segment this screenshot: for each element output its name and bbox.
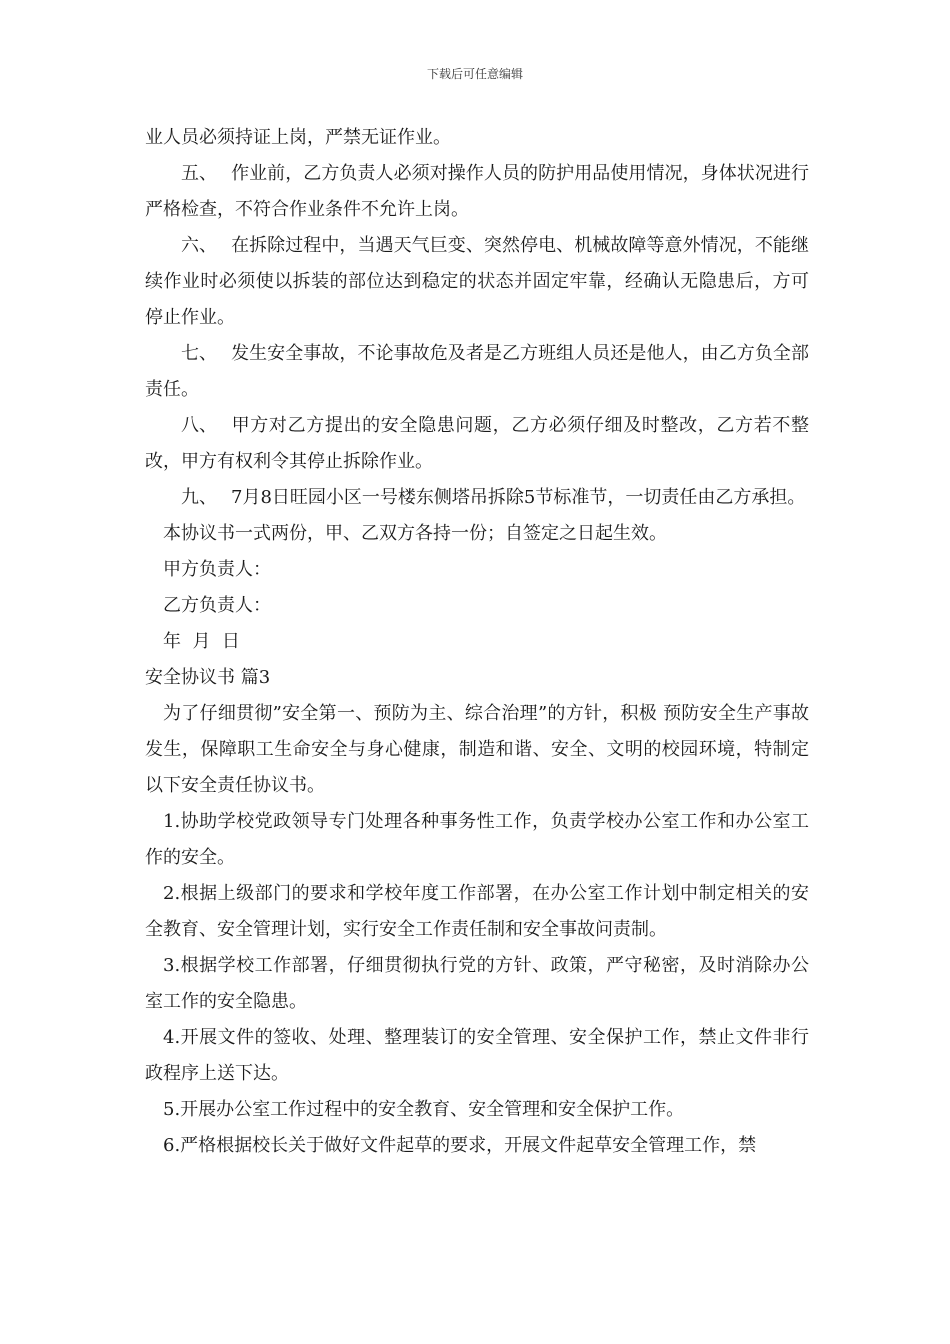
paragraph-text: 业人员必须持证上岗，严禁无证作业。 <box>145 127 451 148</box>
document-body <box>145 120 809 1164</box>
clause-seven <box>145 336 809 408</box>
clause-five <box>145 156 809 228</box>
paragraph-continuation <box>145 120 809 156</box>
agreement-copies-note: 本协议书一式两份，甲、乙双方各持一份；自签定之日起生效。 <box>163 523 667 544</box>
section-title: 安全协议书 篇3 <box>145 667 271 688</box>
page-header: 下载后可任意编辑 <box>426 67 523 81</box>
clause-number: 六、 <box>181 235 217 256</box>
duty-item-6: 6.严格根据校长关于做好文件起草的要求，开展文件起草安全管理工作，禁 <box>163 1135 757 1156</box>
clause-text: 发生安全事故，不论事故危及者是乙方班组人员还是他人，由乙方负全部责任。 <box>145 343 809 400</box>
clause-number: 五、 <box>181 163 217 184</box>
party-a-signature-line: 甲方负责人： <box>163 559 271 580</box>
intro-paragraph: 为了仔细贯彻”安全第一、预防为主、综合治理”的方针，积极 预防安全生产事故发生，保障职工生命安全与身心健康，制造和谐、安全、文明的校园环境，特制定以下安全责任协议书。 <box>145 703 809 796</box>
duty-item-2: 2.根据上级部门的要求和学校年度工作部署，在办公室工作计划中制定相关的安全教育、安全管理计划，实行安全工作责任制和安全事故问责制。 <box>145 883 809 940</box>
clause-number: 八、 <box>181 415 217 436</box>
clause-text: 7月8日旺园小区一号楼东侧塔吊拆除5节标准节，一切责任由乙方承担。 <box>231 487 806 508</box>
clause-nine <box>145 480 809 516</box>
duty-item-1: 1.协助学校党政领导专门处理各种事务性工作，负责学校办公室工作和办公室工作的安全。 <box>145 811 809 868</box>
clause-number: 七、 <box>181 343 217 364</box>
clause-text: 作业前，乙方负责人必须对操作人员的防护用品使用情况，身体状况进行严格检查，不符合作业条件不允许上岗。 <box>145 163 809 220</box>
date-line: 年 月 日 <box>163 631 240 652</box>
duty-item-4: 4.开展文件的签收、处理、整理装订的安全管理、安全保护工作，禁止文件非行政程序上送下达。 <box>145 1027 809 1084</box>
party-b-signature-line: 乙方负责人： <box>163 595 271 616</box>
clause-eight <box>145 408 809 480</box>
duty-item-5: 5.开展办公室工作过程中的安全教育、安全管理和安全保护工作。 <box>163 1099 685 1120</box>
duty-item-3: 3.根据学校工作部署，仔细贯彻执行党的方针、政策，严守秘密，及时消除办公室工作的安全隐患。 <box>145 955 809 1012</box>
clause-six <box>145 228 809 336</box>
clause-number: 九、 <box>181 487 217 508</box>
clause-text: 在拆除过程中，当遇天气巨变、突然停电、机械故障等意外情况，不能继续作业时必须使以拆装的部位达到稳定的状态并固定牢靠，经确认无隐患后，方可停止作业。 <box>145 235 809 328</box>
clause-text: 甲方对乙方提出的安全隐患问题，乙方必须仔细及时整改，乙方若不整改，甲方有权利令其停止拆除作业。 <box>145 415 809 472</box>
